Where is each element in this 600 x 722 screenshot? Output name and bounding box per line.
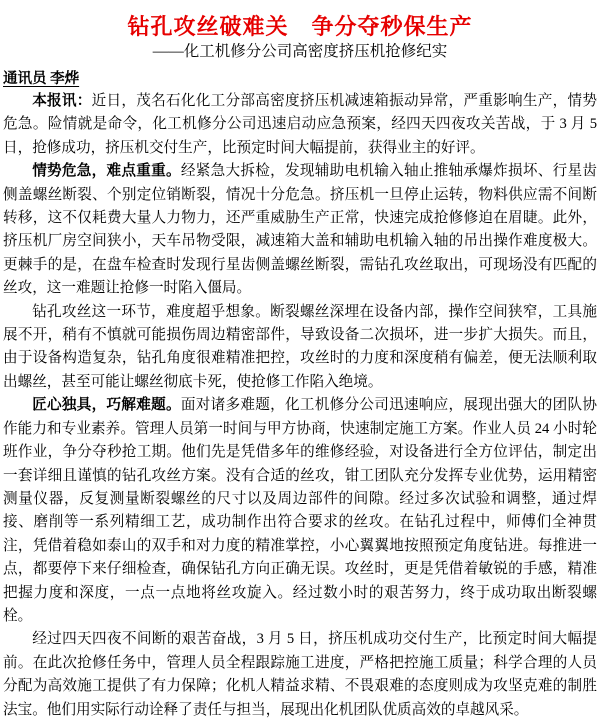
paragraph-lead: 情势危急，难点重重。 — [32, 163, 181, 180]
page-title: 钻孔攻丝破难关 争分夺秒保生产 — [127, 14, 473, 39]
paragraph-lead: 本报讯： — [32, 93, 92, 109]
byline: 通讯员 李烨 — [3, 71, 80, 87]
paragraph-lead: 匠心独具，巧解难题。 — [32, 397, 181, 414]
paragraph-text: 面对诸多难题，化工机修分公司迅速响应，展现出强大的团队协作能力和专业素养。管理人员第一时间与甲方协商，快速制定施工方案。作业人员 24 小时轮班作业，争分夺秒抢工期。他们先是凭借多年的维修经验，对设备进行全方位评估，制定出一套详细且谨慎的钻孔攻丝方案。没有合适的丝攻，钳工团队充分发挥专业优势，运用精密测量仪器，反复测量断裂螺丝的尺寸以及周边部件的间隙。经过多次试验和调整，通过焊接、磨削等一系列精细工艺，成功制作出符合要求的丝攻。在钻孔过程中，师傅们全神贯注，凭借着稳如泰山的双手和对力度的精准掌控，小心翼翼地按照预定角度钻进。每推进一点，都要停下来仔细检查，确保钻孔方向正确无误。攻丝时，更是凭借着敏锐的手感，精准把握力度和深度，一点一点地将丝攻旋入。经过数小时的艰苦努力，终于成功取出断裂螺栓。 — [3, 397, 597, 624]
page-subtitle: ——化工机修分公司高密度挤压机抢修纪实 — [152, 43, 448, 60]
paragraph-text: 钻孔攻丝这一环节，难度超乎想象。断裂螺丝深埋在设备内部，操作空间狭窄，工具施展不开，稍有不慎就可能损伤周边精密部件，导致设备二次损坏，进一步扩大损失。而且，由于设备构造复杂，钻孔角度很难精准把控，攻丝时的力度和深度稍有偏差，便无法顺利取出螺丝，甚至可能让螺丝彻底卡死，使抢修工作陷入绝境。 — [3, 303, 597, 390]
paragraph — [3, 628, 597, 722]
paragraph — [3, 160, 597, 300]
paragraph — [3, 301, 597, 395]
paragraph-text: 经过四天四夜不间断的艰苦奋战，3 月 5 日，挤压机成功交付生产，比预定时间大幅提前。在此次抢修任务中，管理人员全程跟踪施工进度，严格把控施工质量；科学合理的人员分配为高效施工提供了有力保障；化机人精益求精、不畏艰难的态度则成为攻坚克难的制胜法宝。他们用实际行动诠释了责任与担当，展现出化机团队优质高效的卓越风采。 — [3, 631, 597, 718]
article-body — [3, 90, 597, 722]
paragraph — [3, 90, 597, 160]
paragraph-text: 经紧急大拆检，发现辅助电机输入轴止推轴承爆炸损坏、行星齿侧盖螺丝断裂、个别定位销断裂，情况十分危急。挤压机一旦停止运转，物料供应需不间断转移，这不仅耗费大量人力物力，还严重威胁生产正常，快速完成抢修修迫在眉睫。此外，挤压机厂房空间狭小，天车吊物受限，减速箱大盖和辅助电机输入轴的吊出操作难度极大。更棘手的是，在盘车检查时发现行星齿侧盖螺丝断裂，需钻孔攻丝取出，可现场没有匹配的丝攻，这一难题让抢修一时陷入僵局。 — [3, 163, 597, 297]
paragraph-text: 近日，茂名石化化工分部高密度挤压机减速箱振动异常，严重影响生产，情势危急。险情就是命令，化工机修分公司迅速启动应急预案，经四天四夜攻关苦战，于 3 月 5 日，抢修成功，挤压机交付生产，比预定时间大幅提前，获得业主的好评。 — [3, 93, 597, 156]
paragraph — [3, 394, 597, 628]
